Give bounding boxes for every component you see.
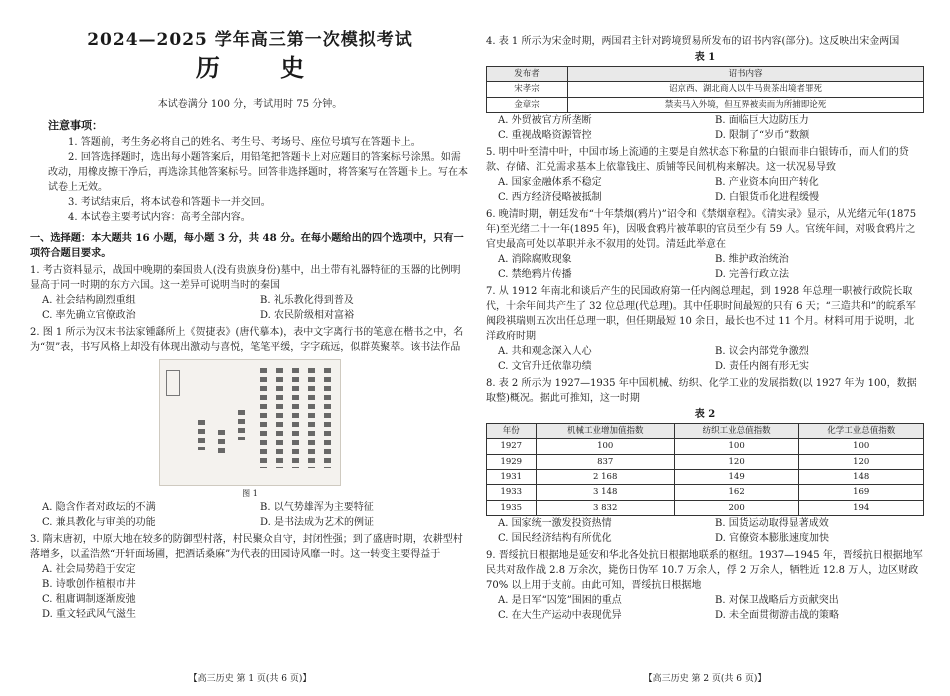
option-d: D. 未全面贯彻游击战的策略	[715, 609, 840, 621]
option-d: D. 官僚资本膨胀速度加快	[715, 532, 830, 544]
question-9	[486, 548, 924, 623]
table-cell: 2 168	[536, 469, 674, 484]
calligraphy-figure	[159, 359, 341, 486]
table-cell: 149	[674, 469, 799, 484]
option-a: A. 社会结构剧烈重组	[42, 295, 136, 307]
question-7	[486, 284, 924, 374]
option-c: C. 重视战略资源管控	[498, 129, 592, 141]
option-c: C. 西方经济侵略被抵制	[498, 191, 602, 203]
calligraphy-column	[276, 368, 283, 468]
notice-list	[48, 135, 470, 225]
table-cell: 100	[799, 439, 924, 454]
section-heading: 一、选择题：本大题共 16 小题，每小题 3 分，共 48 分。在每小题给出的四个选项中，只有一项符合题目要求。	[30, 231, 464, 259]
table-row	[487, 439, 924, 454]
calligraphy-column	[238, 410, 245, 440]
table-cell: 837	[536, 454, 674, 469]
question-options	[30, 500, 470, 530]
table-cell: 诏京西、湖北商人以牛马贵茶出境者罪死	[568, 82, 924, 97]
question-6	[486, 207, 924, 282]
option-a: A. 隐含作者对政坛的不满	[42, 502, 156, 514]
table-2	[486, 423, 924, 516]
option-b: B. 对保卫战略后方贡献突出	[715, 594, 839, 606]
question-options	[30, 293, 470, 323]
table-cell: 1933	[487, 485, 537, 500]
notice-item: 2. 回答选择题时，选出每小题答案后，用铅笔把答题卡上对应题目的答案标号涂黑。如需改动，用橡皮擦干净后，再选涂其他答案标号。回答非选择题时，将答案写在答题卡上。写在本试卷上无效。	[48, 151, 468, 193]
option-d: D. 重文轻武风气滋生	[42, 609, 137, 621]
option-b: B. 面临巨大边防压力	[715, 114, 809, 126]
question-stem: 6. 晚清时期，朝廷发布“十年禁烟(鸦片)”诏令和《禁烟章程》。《清实录》显示，从光绪元年(1875年)至光绪二十一年(1895 年)，因吸食鸦片被革职的官员至少有 59 人。官统年间，对吸食鸦片之官史最高可处以革职并永不叙用的处罚。清廷此举意在	[486, 208, 917, 250]
table-header-row	[487, 67, 924, 82]
question-stem: 7. 从 1912 年南北和谈后产生的民国政府第一任内阁总理起，到 1928 年总理一职被行政院长取代，十余年间共产生了 32 位总理(代总理)。其中任职时间最短的只有 6 天；“三造共和”的皖系军阀段祺瑞则五次出任总理一职，但任期最短 10 余日，最长也不过 11 个月。材料可用于说明，北洋政府时期	[486, 285, 916, 342]
calligraphy-column	[260, 368, 267, 468]
table-row	[487, 469, 924, 484]
option-a: A. 国家统一激发投资热情	[498, 517, 612, 529]
calligraphy-column	[198, 420, 205, 450]
table-1	[486, 66, 924, 113]
figure-caption: 图 1	[242, 489, 258, 499]
calligraphy-column	[308, 368, 315, 468]
notice-item: 1. 答题前，考生务必将自己的姓名、考生号、考场号、座位号填写在答题卡上。	[68, 136, 421, 148]
exam-subject: 历 史	[195, 53, 331, 83]
table-cell: 3 832	[536, 500, 674, 515]
table-cell: 1927	[487, 439, 537, 454]
calligraphy-column	[324, 368, 331, 468]
table-header: 诏书内容	[568, 67, 924, 82]
question-3	[30, 532, 470, 622]
table-header: 发布者	[487, 67, 568, 82]
calligraphy-column	[218, 430, 225, 456]
question-options	[30, 562, 470, 622]
table-header: 纺织工业总值指数	[674, 423, 799, 438]
option-d: D. 白银货币化进程缓慢	[715, 191, 820, 203]
option-b: B. 礼乐教化得到普及	[260, 295, 354, 307]
table-cell: 120	[674, 454, 799, 469]
option-c: C. 禁绝鸦片传播	[498, 268, 572, 280]
table-header: 化学工业总值指数	[799, 423, 924, 438]
table-cell: 162	[674, 485, 799, 500]
question-4	[486, 34, 924, 143]
table-row	[487, 500, 924, 515]
question-options	[486, 516, 924, 546]
option-b: B. 议会内部党争激烈	[715, 345, 809, 357]
option-b: B. 产业资本向田产转化	[715, 176, 819, 188]
option-a: A. 消除腐败现象	[498, 253, 572, 265]
table-cell: 200	[674, 500, 799, 515]
option-c: C. 国民经济结构有所优化	[498, 532, 612, 544]
option-d: D. 完善行政立法	[715, 268, 790, 280]
option-a: A. 共和观念深入人心	[498, 345, 592, 357]
page-footer: 【高三历史 第 1 页(共 6 页)】	[188, 673, 312, 684]
question-stem: 2. 图 1 所示为汉末书法家锺繇所上《贺捷表》(唐代摹本)，表中文字离行书的笔意在楷书之中，名为“贺”表，书写风格上却没有体现出激动与喜悦，笔笔平缓，字字疏远，似群英聚萃。该书法作品	[30, 327, 464, 354]
question-stem: 5. 明中叶至清中叶，中国市场上流通的主要是自然状态下称量的白银而非白银铸币，而人们的贷款、存储、汇兑需求基本上依靠钱庄、质铺等民间机构来解决。这一状况易导致	[486, 146, 909, 173]
option-b: B. 维护政治统治	[715, 253, 789, 265]
table-cell: 100	[674, 439, 799, 454]
option-c: C. 租庸调制逐渐废弛	[42, 594, 136, 606]
page-1	[30, 0, 470, 696]
table-cell: 金章宗	[487, 97, 568, 112]
option-c: C. 在大生产运动中表现优异	[498, 609, 622, 621]
table-cell: 120	[799, 454, 924, 469]
table-header-row	[487, 423, 924, 438]
question-1	[30, 263, 470, 323]
table-cell: 100	[536, 439, 674, 454]
notice-heading: 注意事项：	[48, 119, 103, 133]
option-c: C. 率先确立官僚政治	[42, 310, 136, 322]
table-cell: 1935	[487, 500, 537, 515]
question-2	[30, 325, 470, 530]
option-d: D. 是书法成为艺术的例证	[260, 517, 375, 529]
question-options	[486, 113, 924, 143]
option-a: A. 外贸被官方所垄断	[498, 114, 592, 126]
table-caption: 表 2	[694, 408, 716, 420]
question-options	[486, 252, 924, 282]
option-b: B. 以气势雄浑为主要特征	[260, 502, 374, 514]
table-cell: 148	[799, 469, 924, 484]
question-5	[486, 145, 924, 205]
question-stem: 3. 隋末唐初，中原大地在较多的防御型村落，村民聚众自守，封闭性强；到了盛唐时期，农耕型村落增多，以孟浩然“开轩面场圃，把酒话桑麻”为代表的田园诗风靡一时。这一转变主要得益于	[30, 534, 463, 561]
option-a: A. 国家金融体系不稳定	[498, 176, 602, 188]
table-cell: 1929	[487, 454, 537, 469]
option-a: A. 是日军“囚笼”围困的重点	[498, 594, 622, 606]
question-stem: 9. 晋绥抗日根据地是延安和华北各处抗日根据地联系的枢纽。1937—1945 年，晋绥抗日根据地军民共对敌作战 2.8 万余次，毙伤日伪军 10.7 万余人，俘 2 万余人，牺牲近 12.8 万人，边区财政 70% 以上用于支前。由此可知，晋绥抗日根据地	[486, 549, 923, 591]
table-cell: 1931	[487, 469, 537, 484]
question-options	[486, 593, 924, 623]
notice-item: 4. 本试卷主要考试内容：高考全部内容。	[68, 211, 251, 223]
option-d: D. 限制了“岁币”数额	[715, 129, 810, 141]
table-cell: 169	[799, 485, 924, 500]
page-footer: 【高三历史 第 2 页(共 6 页)】	[643, 673, 767, 684]
option-c: C. 文官升迁依靠功绩	[498, 360, 592, 372]
table-cell: 禁卖马入外境，但互界被卖而为所捕即论死	[568, 97, 924, 112]
exam-intro: 本试卷满分 100 分，考试用时 75 分钟。	[157, 99, 343, 111]
question-stem: 1. 考古资料显示，战国中晚期的秦国贵人(没有贵族身份)墓中，出土带有礼器特征的玉器的比例明显高于同一时期的东方六国。这一差异可说明当时的秦国	[30, 265, 461, 292]
exam-title: 2024—2025 学年高三第一次模拟考试	[87, 30, 413, 50]
option-d: D. 责任内阁有形无实	[715, 360, 810, 372]
option-b: B. 诗歌创作植根市井	[42, 579, 136, 591]
option-c: C. 兼具教化与审美的功能	[42, 517, 156, 529]
option-a: A. 社会局势趋于安定	[42, 564, 136, 576]
question-stem: 4. 表 1 所示为宋金时期，两国君主针对跨境贸易所发布的诏书内容(部分)。这反映出宋金两国	[486, 36, 900, 47]
question-options	[486, 175, 924, 205]
calligraphy-column	[292, 368, 299, 468]
table-row	[487, 454, 924, 469]
notice-item: 3. 考试结束后，将本试卷和答题卡一并交回。	[68, 196, 271, 208]
table-caption: 表 1	[694, 52, 716, 63]
option-d: D. 农民阶级相对富裕	[260, 310, 355, 322]
table-row	[487, 485, 924, 500]
question-stem: 8. 表 2 所示为 1927—1935 年中国机械、纺织、化学工业的发展指数(以 1927 年为 100，数据取整)概况。据此可推知，这一时期	[486, 377, 917, 404]
table-header: 机械工业增加值指数	[536, 423, 674, 438]
table-header: 年份	[487, 423, 537, 438]
question-8	[486, 376, 924, 546]
seal-stamp	[166, 370, 180, 396]
question-options	[486, 344, 924, 374]
table-cell: 3 148	[536, 485, 674, 500]
page-2	[486, 0, 924, 696]
table-row	[487, 97, 924, 112]
option-b: B. 国货运动取得显著成效	[715, 517, 829, 529]
table-cell: 宋孝宗	[487, 82, 568, 97]
table-cell: 194	[799, 500, 924, 515]
table-row	[487, 82, 924, 97]
